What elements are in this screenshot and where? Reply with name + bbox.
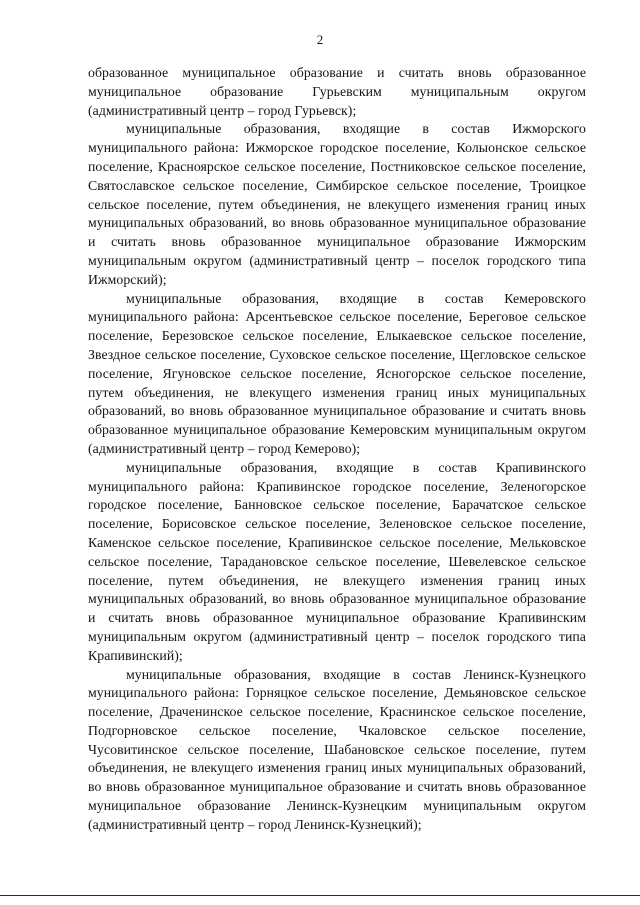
paragraph-izhmorsky: муниципальные образования, входящие в состав Ижморского муниципального района: Ижморское городское поселение, Колыонское сельское поселение, Красноярское сельское поселение, Постниковское сельское поселение, Святославское сельское поселение, Симбирское сельское поселение, Троицкое сельское поселение, путем объединения, не влекущего изменения границ иных муниципальных образований, во вновь образованное муниципальное образование и считать вновь образованное муниципальное образование Ижморским муниципальным округом (административный центр – поселок городского типа Ижморский); [88, 121, 586, 287]
paragraph-kemerovsky: муниципальные образования, входящие в состав Кемеровского муниципального района: Арсентьевское сельское поселение, Береговое сельское поселение, Березовское сельское поселение, Елыкаевское сельское поселение, Звездное сельское поселение, Суховское сельское поселение, Щегловское сельское поселение, Ягуновское сельское поселение, Ясногорское сельское поселение, путем объединения, не влекущего изменения границ иных муниципальных образований, во вновь образованное муниципальное образование и считать вновь образованное муниципальное образование Кемеровским муниципальным округом (административный центр – город Кемерово); [88, 290, 586, 456]
document-body [88, 64, 586, 835]
paragraph-leninsk-kuznetsky: муниципальные образования, входящие в состав Ленинск-Кузнецкого муниципального района: Горняцкое сельское поселение, Демьяновское сельское поселение, Драченинское сельское поселение, Краснинское сельское поселение, Подгорновское сельское поселение, Чкаловское сельское поселение, Чусовитинское сельское поселение, Шабановское сельское поселение, путем объединения, не влекущего изменения границ иных муниципальных образований, во вновь образованное муниципальное образование и считать вновь образованное муниципальное образование Ленинск-Кузнецким муниципальным округом (административный центр – город Ленинск-Кузнецкий); [88, 666, 586, 832]
page-number: 2 [316, 32, 324, 47]
scan-edge-line [0, 895, 640, 896]
paragraph-guryevsk-continuation: образованное муниципальное образование и считать вновь образованное муниципальное образование Гурьевским муниципальным округом (административный центр – город Гурьевск); [88, 65, 586, 118]
paragraph-krapivinsky: муниципальные образования, входящие в состав Крапивинского муниципального района: Крапивинское городское поселение, Зеленогорское городское поселение, Банновское сельское поселение, Барачатское сельское поселение, Борисовское сельское поселение, Зеленовское сельское поселение, Каменское сельское поселение, Крапивинское сельское поселение, Мельковское сельское поселение, Тарадановское сельское поселение, Шевелевское сельское поселение, путем объединения, не влекущего изменения границ иных муниципальных образований, во вновь образованное муниципальное образование и считать вновь образованное муниципальное образование Крапивинским муниципальным округом (административный центр – поселок городского типа Крапивинский); [88, 459, 586, 663]
